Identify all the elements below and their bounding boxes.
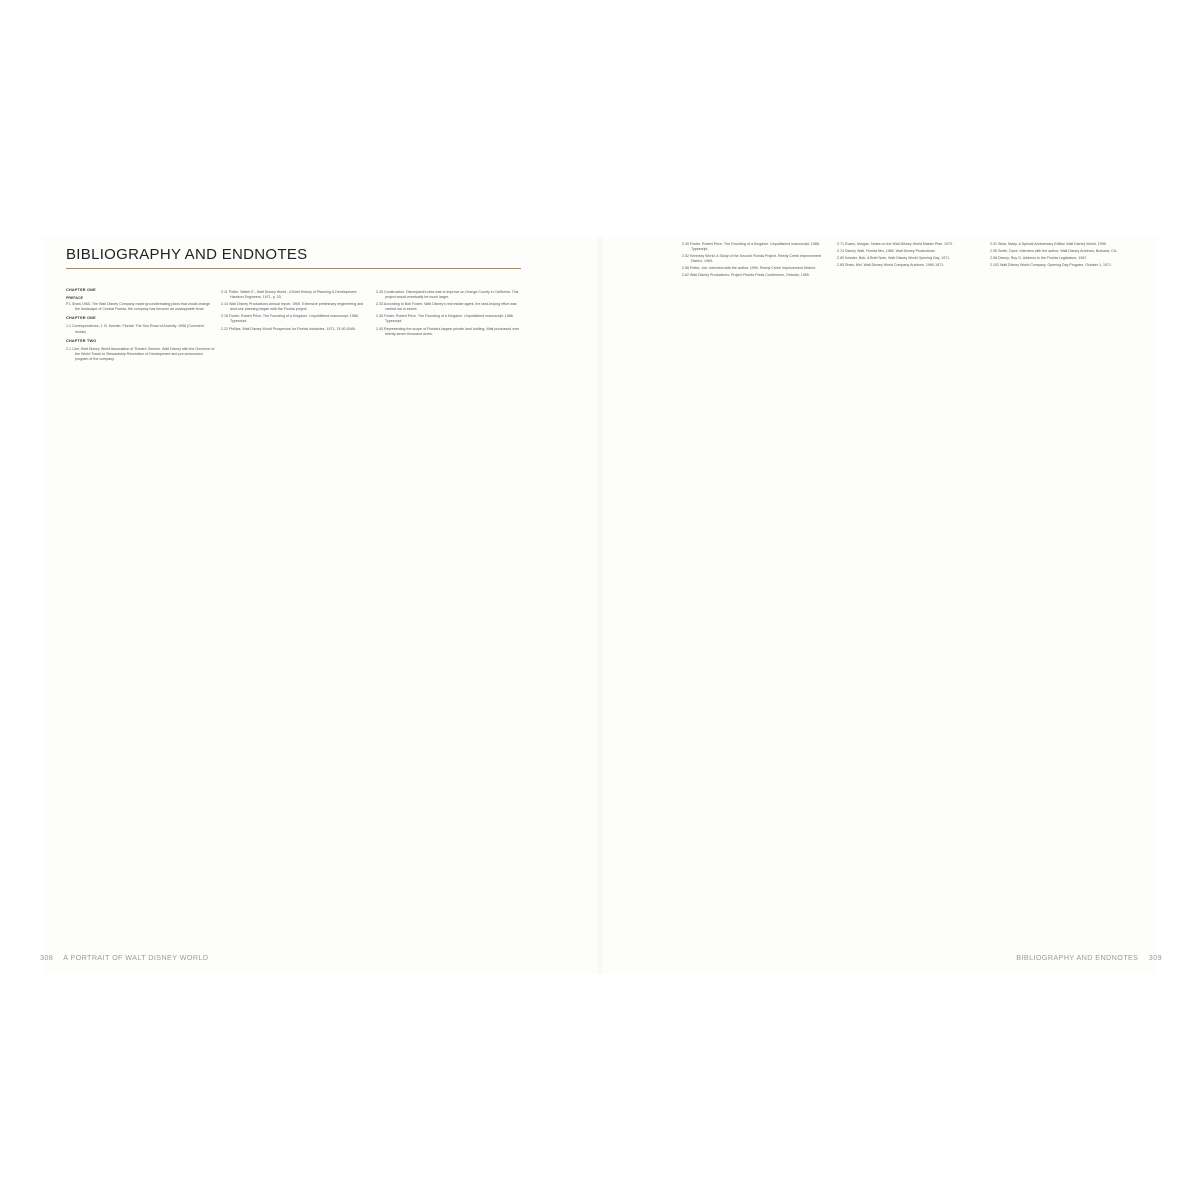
- endnote: 2.52 Kennedy World: A Study of the Second Florida Project. Reedy Creek Improvement District, 1969.: [682, 254, 821, 264]
- endnote: 2.22 Phillips, Walt Disney World Prospectus for Florida Industries, 1971, 74-90 DWA.: [221, 326, 356, 331]
- endnote: 2.74 Disney Walt. Florida film, 1966. Walt Disney Productions.: [837, 249, 936, 254]
- endnote: 2.80 Kessler, Bob. A Brief Note, Walt Disney World Opening Day, 1971.: [837, 256, 951, 261]
- notes-column-4: [682, 242, 832, 281]
- page-heading: BIBLIOGRAPHY AND ENDNOTES: [66, 246, 308, 263]
- endnote: 2.1 Carr, Walt Disney World Association of Theatre Owners, Walt Disney with the Governor of the World Travel to Stewardship Recreation of Development and pre-announced program of the company.: [66, 346, 215, 361]
- endnote: 2.11 Potter, Walter E., Walt Disney World - A Brief History of Planning & Development. Harrison Engineers, 1971, p. 33.: [221, 290, 358, 300]
- endnote: 2.14 Walt Disney Productions annual report, 1969. Extensive preliminary engineering and land-use planning began with the Florida project.: [221, 302, 364, 312]
- endnote: 2.49 Foster, Robert Price. The Founding of a Kingdom. Unpublished manuscript, 1988. Typescript.: [682, 242, 820, 252]
- notes-column-6: [990, 242, 1140, 270]
- endnote: 1.1 Correspondence, J. B. Kessler, Florida: The Sun Road of Amenity. 1956 (Comment Inside).: [66, 324, 204, 334]
- endnote: 2.98 Disney, Roy O. Address to the Florida Legislature, 1967.: [990, 256, 1088, 261]
- section-label: PREFACE: [66, 296, 83, 301]
- endnote: P.1 Shaw 1965. The Walt Disney Company made groundbreaking plans that would change the landscape of Central Florida, the company has become an unstoppable force.: [66, 302, 211, 312]
- left-page-number: 308: [40, 953, 54, 962]
- right-page-footer: [1016, 953, 1170, 962]
- chapter-label: CHAPTER ONE: [66, 316, 96, 321]
- endnote: 2.36 Foster, Robert Price. The Founding of a Kingdom. Unpublished manuscript, 1988. Typescript.: [376, 314, 514, 324]
- notes-column-3: [376, 290, 526, 339]
- heading-rule: [66, 268, 521, 269]
- left-page: [40, 236, 598, 974]
- notes-column-2: [221, 290, 371, 334]
- left-running-title: A PORTRAIT OF WALT DISNEY WORLD: [63, 953, 209, 962]
- chapter-label: CHAPTER ONE: [66, 288, 96, 292]
- endnote: 2.85 Shaw, Mel. Walt Disney World Company Archives, 1969-1971.: [837, 263, 945, 268]
- endnote: 2.62 Walt Disney Productions. Project Florida Press Conference, Orlando, 1965.: [682, 273, 810, 278]
- endnote: 2.40 Representing the scope of Florida's largest private land holding, Walt purchased over twenty-seven thousand acres.: [376, 326, 520, 336]
- left-page-footer: [32, 953, 208, 962]
- endnote: 2.30 According to Bob Foster, Walt Disney's real estate agent, the land-buying effort was carried out in secret.: [376, 302, 517, 312]
- right-running-title: BIBLIOGRAPHY AND ENDNOTES: [1016, 953, 1139, 962]
- notes-column-5: [837, 242, 987, 270]
- endnote: 2.95 Smith, Dave. Interview with the author. Walt Disney Archives, Burbank, CA.: [990, 249, 1118, 254]
- endnote: 2.103 Walt Disney World Company. Opening Day Program, October 1, 1971.: [990, 263, 1112, 268]
- endnote: 2.18 Foster, Robert Price. The Founding of a Kingdom. Unpublished manuscript, 1988. Typescript.: [221, 314, 359, 324]
- endnote: 2.91 Sklar, Marty. A Special Anniversary Edition Walt Disney World, 1996.: [990, 242, 1107, 246]
- endnote: 2.25 Construction. Disneyland's idea was to improve on Orange County in California. This project would eventually be much larger.: [376, 290, 519, 300]
- right-page: [602, 236, 1162, 974]
- endnote: 2.58 Potter, Joe. Interview with the author, 1990. Reedy Creek Improvement District.: [682, 266, 816, 271]
- right-page-number: 309: [1148, 953, 1162, 962]
- endnote: 2.71 Evans, Morgan. Notes on the Walt Disney World Master Plan, 1970.: [837, 242, 954, 246]
- chapter-label: CHAPTER TWO: [66, 338, 97, 343]
- notes-column-1: [66, 284, 216, 364]
